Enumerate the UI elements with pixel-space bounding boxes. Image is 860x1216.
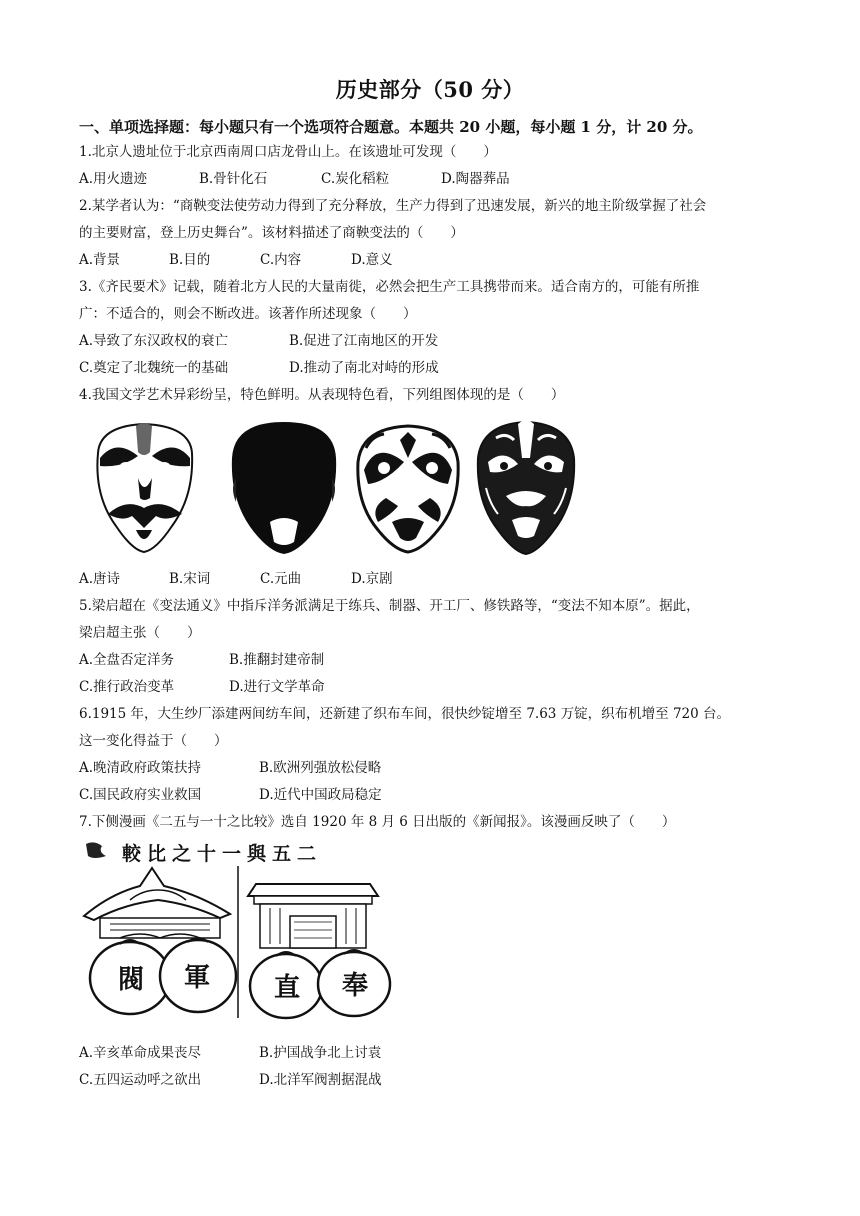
question-2-stem-line1: 2.某学者认为：“商鞅变法使劳动力得到了充分释放，生产力得到了迅速发展，新兴的地主阶级掌握了社会: [79, 198, 707, 214]
opera-mask-4: [478, 418, 574, 554]
question-6-stem-line2: 这一变化得益于（ ）: [79, 733, 228, 749]
question-4-stem: 4.我国文学艺术异彩纷呈，特色鲜明。从表现特色看，下列组图体现的是（ ）: [79, 387, 565, 403]
q4-option-a: A.唐诗: [79, 571, 121, 587]
cartoon-left-label-1: 閥: [118, 965, 145, 995]
q1-option-a: A.用火遗迹: [79, 171, 148, 187]
q1-option-b: B.骨针化石: [199, 171, 268, 187]
page-title: 历史部分（50 分）: [335, 77, 525, 102]
cartoon-right-label-2: 奉: [342, 971, 369, 1001]
q7-option-d: D.北洋军阀割据混战: [259, 1072, 382, 1088]
question-1-stem: 1.北京人遗址位于北京西南周口店龙骨山上。在该遗址可发现（ ）: [79, 144, 497, 160]
question-3-stem-line1: 3.《齐民要术》记载，随着北方人民的大量南徙，必然会把生产工具携带而来。适合南方的，可能有所推: [79, 279, 700, 295]
q6-option-c: C.国民政府实业救国: [79, 787, 202, 803]
q3-option-c: C.奠定了北魏统一的基础: [79, 360, 229, 376]
q5-option-d: D.进行文学革命: [229, 679, 325, 695]
q4-option-c: C.元曲: [260, 571, 302, 587]
q3-option-d: D.推动了南北对峙的形成: [289, 360, 439, 376]
question-2-stem-line2: 的主要财富，登上历史舞台”。该材料描述了商鞅变法的（ ）: [79, 225, 464, 241]
cartoon-right-label-1: 直: [274, 973, 301, 1003]
q3-option-a: A.导致了东汉政权的衰亡: [79, 333, 229, 349]
cartoon-right-bags: [250, 950, 390, 1018]
opera-mask-3: [358, 426, 458, 552]
cartoon-title: 較比之十一與五二: [122, 843, 323, 865]
cartoon-right-gatehouse: [248, 884, 378, 948]
question-6-stem-line1: 6.1915 年，大生纱厂添建两间纺车间，还新建了织布车间，很快纱锭增至 7.63 万锭，织布机增至 720 台。: [79, 706, 731, 722]
q5-option-a: A.全盘否定洋务: [79, 652, 175, 668]
q6-option-a: A.晚清政府政策扶持: [79, 760, 202, 776]
q5-option-b: B.推翻封建帝制: [229, 652, 325, 668]
cartoon-signature-mark: [86, 842, 106, 858]
q1-option-d: D.陶器葬品: [441, 171, 510, 187]
q1-option-c: C.炭化稻粒: [321, 171, 390, 187]
opera-mask-2: [232, 422, 336, 554]
q4-option-d: D.京剧: [351, 571, 393, 587]
q7-option-c: C.五四运动呼之欲出: [79, 1072, 202, 1088]
q2-option-b: B.目的: [169, 252, 211, 268]
q6-option-d: D.近代中国政局稳定: [259, 787, 382, 803]
cartoon-left-bags: [90, 938, 236, 1014]
opera-masks-image: [86, 418, 591, 558]
q4-option-b: B.宋词: [169, 571, 211, 587]
q2-option-d: D.意义: [351, 252, 393, 268]
cartoon-left-palace: [84, 868, 230, 938]
cartoon-left-label-2: 軍: [184, 963, 211, 993]
question-3-stem-line2: 广：不适合的，则会不断改进。该著作所述现象（ ）: [79, 306, 417, 322]
political-cartoon-image: [80, 838, 402, 1028]
q2-option-c: C.内容: [260, 252, 302, 268]
opera-mask-1: [97, 423, 192, 552]
q5-option-c: C.推行政治变革: [79, 679, 175, 695]
q7-option-a: A.辛亥革命成果丧尽: [79, 1045, 202, 1061]
q7-option-b: B.护国战争北上讨袁: [259, 1045, 382, 1061]
question-5-stem-line2: 梁启超主张（ ）: [79, 625, 201, 641]
section-heading: 一、单项选择题：每小题只有一个选项符合题意。本题共 20 小题，每小题 1 分，计 20 分。: [79, 118, 703, 136]
q6-option-b: B.欧洲列强放松侵略: [259, 760, 382, 776]
question-5-stem-line1: 5.梁启超在《变法通义》中指斥洋务派满足于练兵、制器、开工厂、修铁路等，“变法不知本原”。据此，: [79, 598, 700, 614]
question-7-stem: 7.下侧漫画《二五与一十之比较》选自 1920 年 8 月 6 日出版的《新闻报》。该漫画反映了（ ）: [79, 814, 676, 830]
q2-option-a: A.背景: [79, 252, 121, 268]
q3-option-b: B.促进了江南地区的开发: [289, 333, 439, 349]
